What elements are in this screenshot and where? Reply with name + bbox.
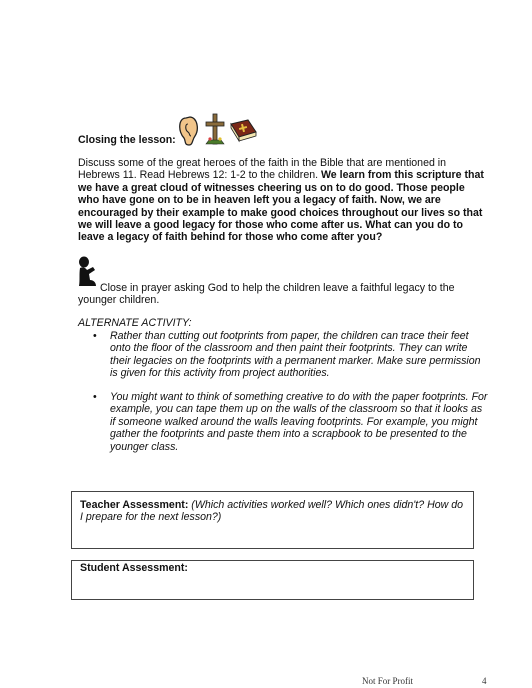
alternate-item-1: Rather than cutting out footprints from paper, the children can trace their feet onto the floor of the classroom and then paint their footprints. They can write their legacies on the footprints with a permanent marker. Make sure permission is given for this activity from project authorities. [110,330,481,380]
student-assessment-label: Student Assessment: [80,562,188,574]
ear-icon [180,117,198,145]
bible-icon [231,120,256,141]
prayer-line-2: younger children. [78,294,160,306]
alternate-item-2: You might want to think of something creative to do with the paper footprints. For example, you can tape them up on the walls of the classroom so that it looks as if someone walked around the walls leaving footprints. For example, you might gather the footprints and paste them into a scrapbook to be presented to the younger class. [110,391,488,453]
teacher-assessment-label: Teacher Assessment: [80,499,189,511]
discussion-emphasis: We learn from this scripture that we have a great cloud of witnesses cheering us on to do good. Those people who have gone on to be in heaven left you a legacy of faith. Now, we are encouraged by their example to make good choices throughout our lives so that we will leave a good legacy for those who come after us. What can you do to leave a legacy of faith behind for those who come after you? [78,169,484,244]
student-assessment-box[interactable] [71,560,474,600]
cross-icon [206,114,224,144]
alternate-activity-label: ALTERNATE ACTIVITY: [78,317,192,329]
prayer-line-1: Close in prayer asking God to help the children leave a faithful legacy to the [100,282,455,294]
page-number: 4 [482,676,487,686]
footer-text: Not For Profit [362,676,414,686]
bullet-icon: • [93,330,97,342]
bullet-icon: • [93,391,97,403]
closing-icons [176,110,258,148]
discussion-intro: Discuss some of the great heroes of the faith in the Bible that are mentioned in Hebrews 11. Read Hebrews 12: 1-2 to the children. [78,157,447,182]
discussion-paragraph [78,157,488,244]
praying-child-icon [76,256,100,288]
teacher-assessment-prompt: (Which activities worked well? Which ones didn't? How do I prepare for the next lesson?) [80,499,463,524]
closing-heading: Closing the lesson: [78,134,176,146]
teacher-assessment-box[interactable] [71,491,474,549]
